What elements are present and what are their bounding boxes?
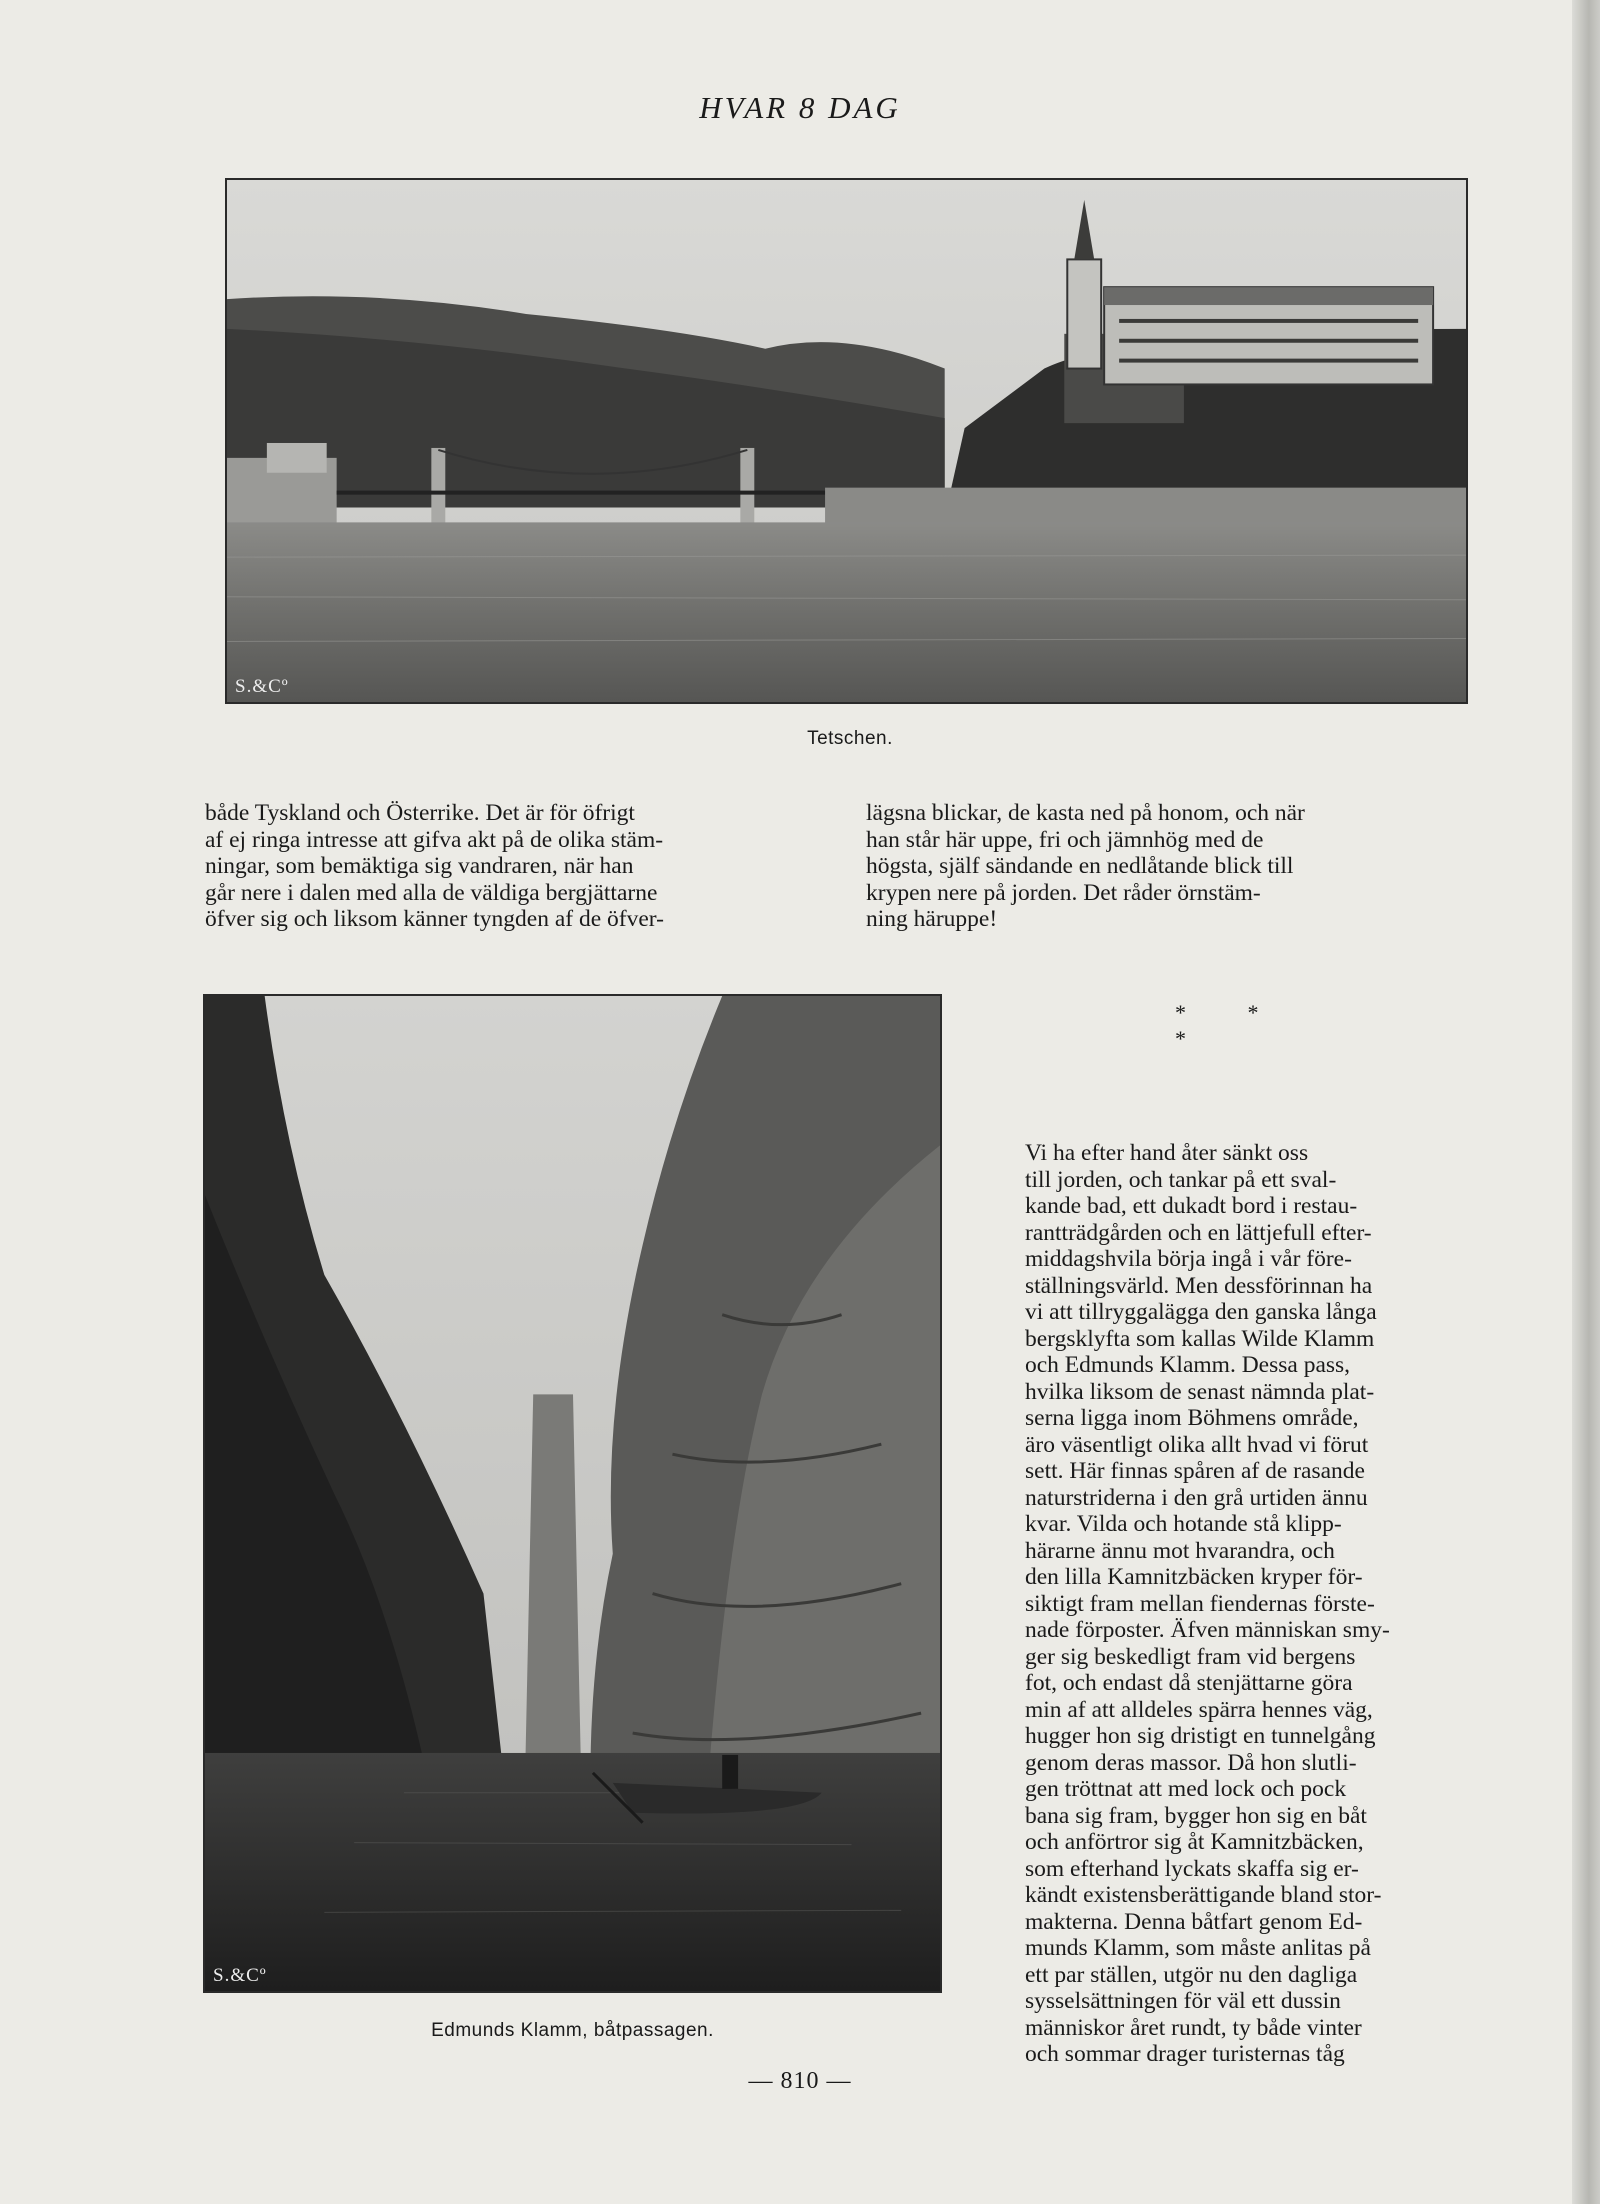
text-right-column: Vi ha efter hand åter sänkt oss till jorden, och tankar på ett sval- kande bad, ett dukadt bord i restau- rantträdgården och en lättjefull efter- middagshvila börja ingå i vår före- ställningsvärld. Men dessförinnan ha vi att tillryggalägga den ganska långa bergsklyfta som kallas Wilde Klamm och Edmunds Klamm. Dessa pass, hvilka liksom de senast nämnda plat- serna ligga inom Böhmens område, äro väsentligt olika allt hvad vi förut sett. Här finnas spåren af de rasande naturstriderna i den grå urtiden ännu kvar. Vilda och hotande stå klipp- härarne ännu mot hvarandra, och den lilla Kamnitzbäcken kryper för- siktigt fram mellan fiendernas förste- nade förposter. Äfven människan smy- ger sig beskedligt fram vid bergens fot, och endast då stenjättarne göra min af att alldeles spärra hennes väg, hugger hon sig dristigt en tunnelgång genom deras massor. Då hon slutli- gen tröttnat att med lock och pock bana sig fram, bygger hon sig en båt och anförtror sig åt Kamnitzbäcken, som efterhand lyckats skaffa sig er- kändt existensberättigande bland stor- makterna. Denna båtfart genom Ed- munds Klamm, som måste anlitas på ett par ställen, utgör nu den dagliga sysselsättningen för väl ett dussin människor året rundt, ty både vinter och sommar drager turisternas tåg [1025,1140,1390,2067]
photo-tetschen [225,178,1468,704]
photo-credit: S.&Cº [235,676,289,697]
section-break-stars: * * * [1175,1000,1287,1051]
edmunds-klamm-illustration [205,996,940,1991]
photo-credit: S.&Cº [213,1965,267,1986]
page-number: — 810 — [748,2068,852,2094]
figure-caption-tetschen: Tetschen. [807,728,893,749]
tetschen-illustration [227,180,1466,702]
section-break [1175,1000,1335,1051]
figure-caption-edmunds-klamm: Edmunds Klamm, båtpassagen. [431,2020,714,2041]
text-upper-left: både Tyskland och Österrike. Det är för öfrigt af ej ringa intresse att gifva akt på de olika stäm- ningar, som bemäktiga sig vandraren, när han går nere i dalen med alla de väldiga bergjättarne öfver sig och liksom känner tyngden af de öfver- [205,800,664,932]
page-edge [1572,0,1600,2204]
text-upper-right: lägsna blickar, de kasta ned på honom, och när han står här uppe, fri och jämnhög med de högsta, själf sändande en nedlåtande blick till krypen nere på jorden. Det råder örnstäm- ning häruppe! [866,800,1305,932]
photo-edmunds-klamm [203,994,942,1993]
running-header: HVAR 8 DAG [699,90,901,125]
